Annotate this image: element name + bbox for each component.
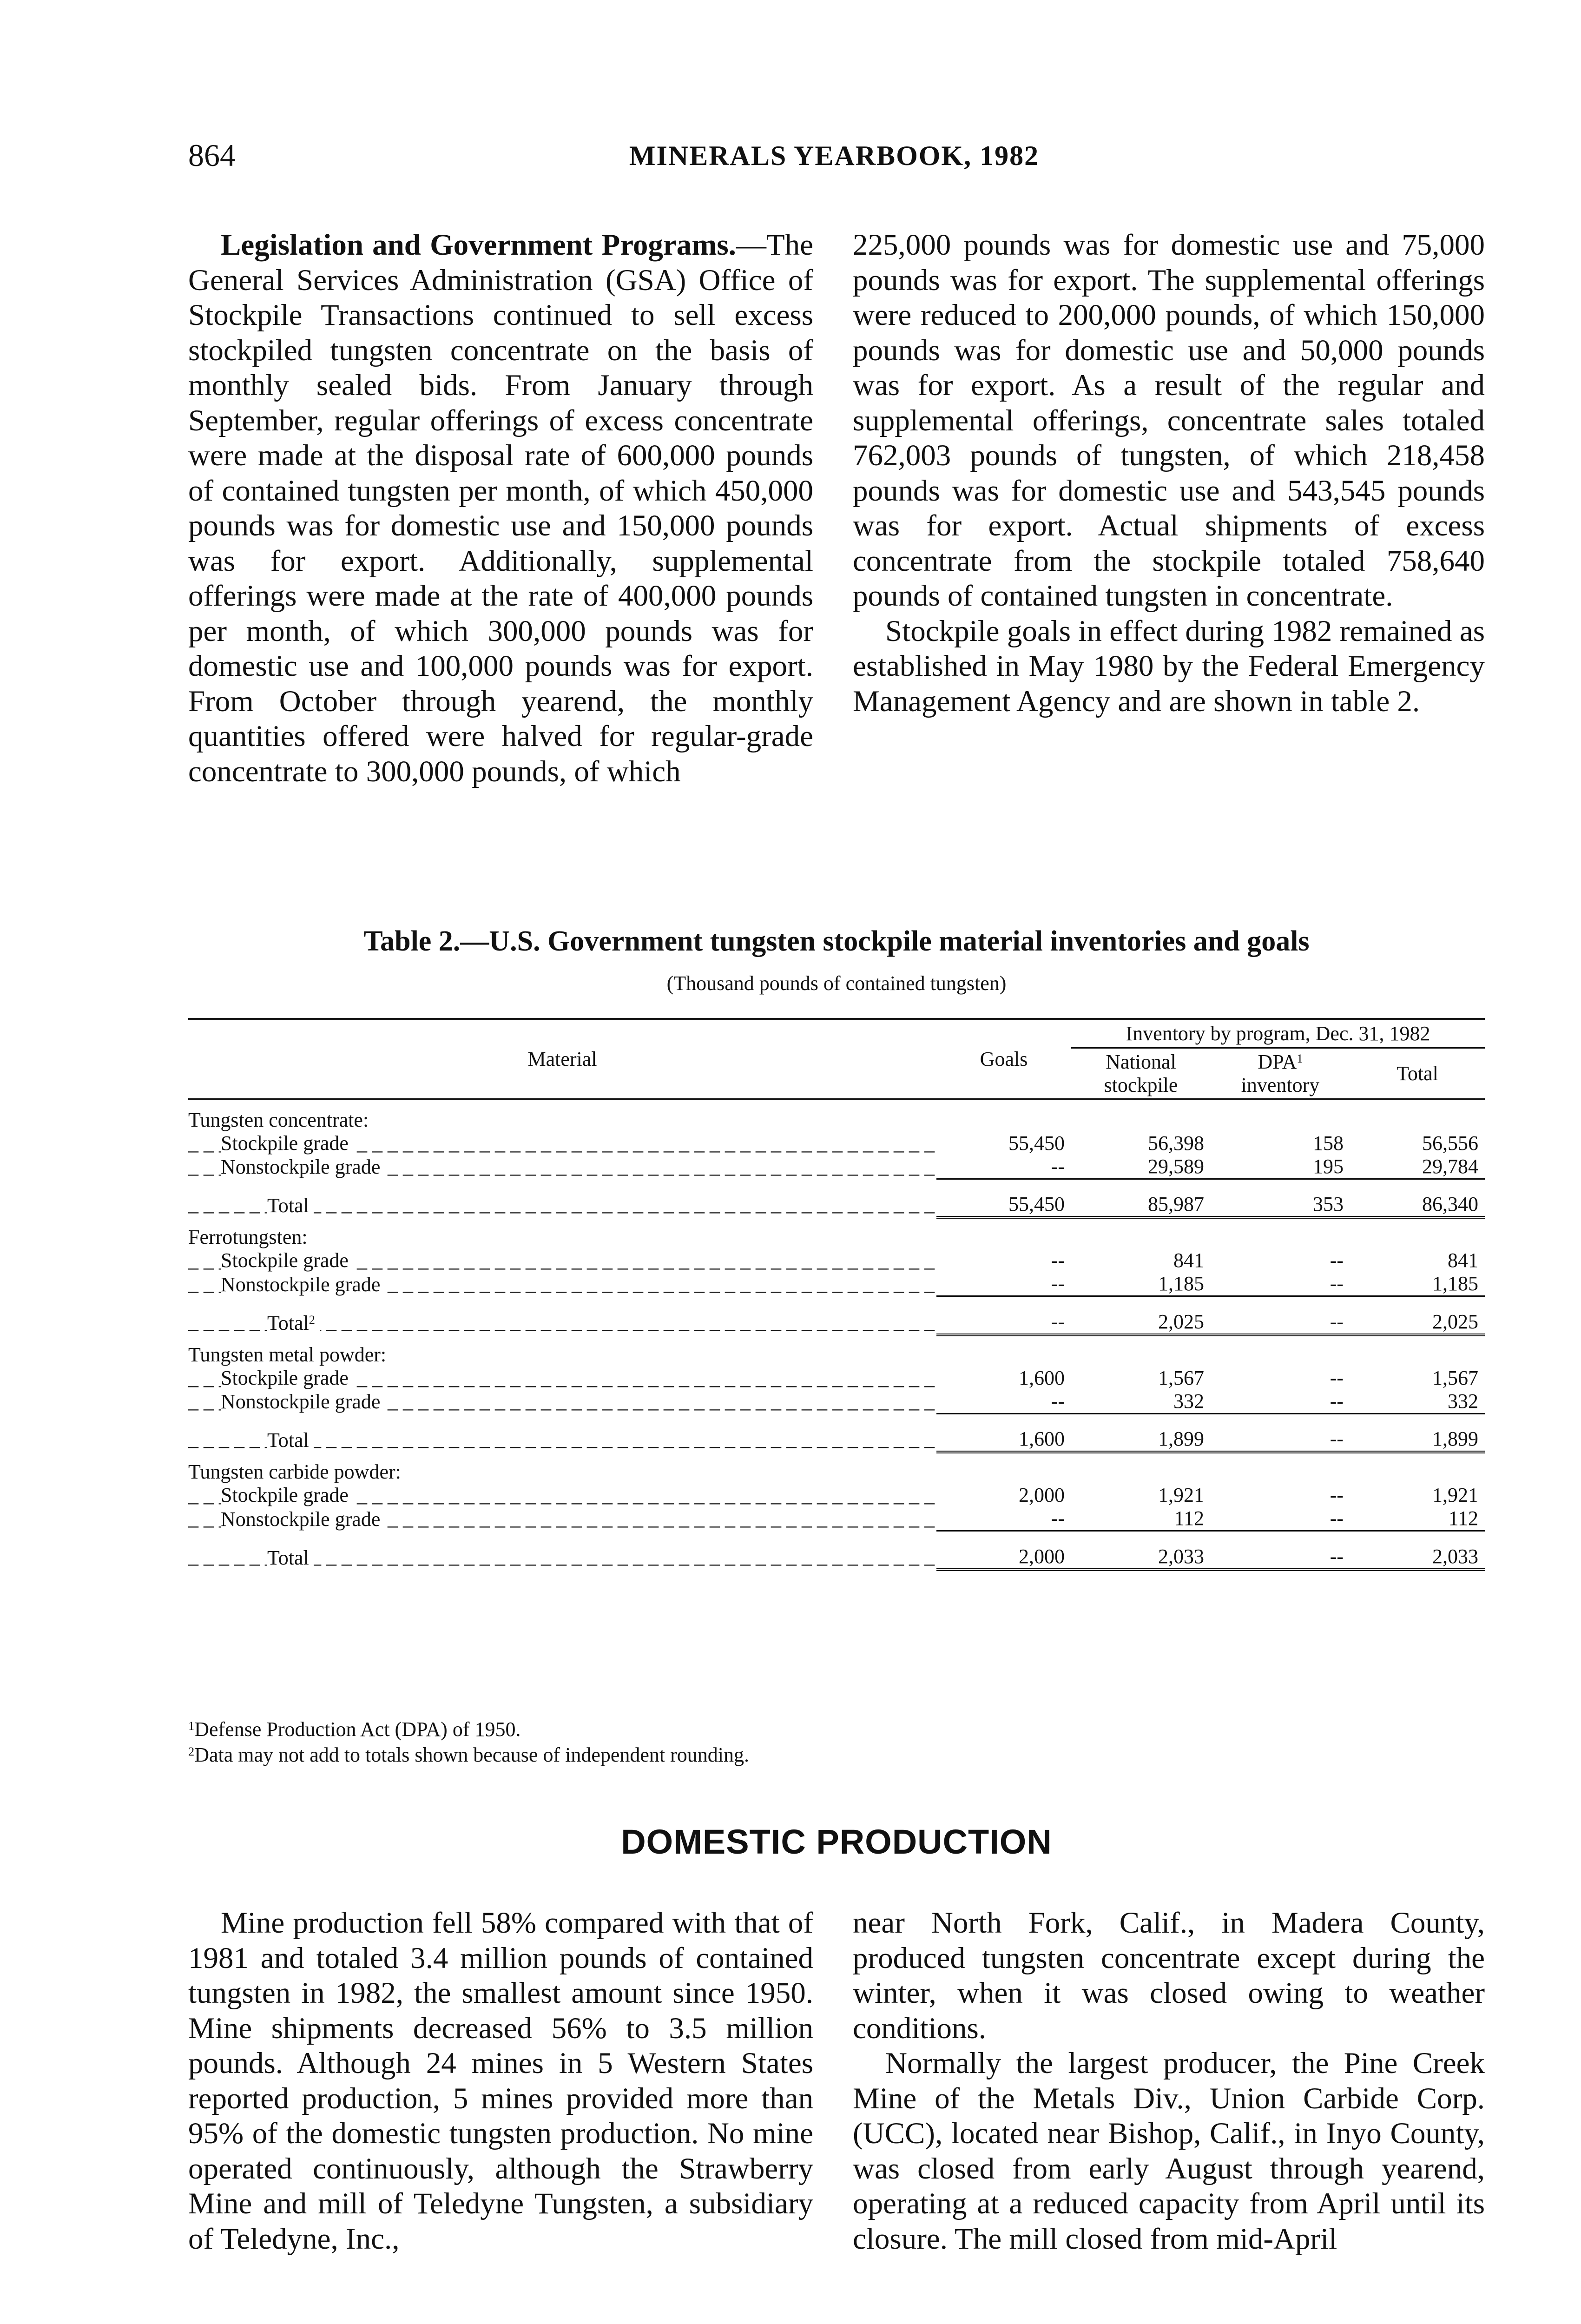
cell-total: 1,567 bbox=[1432, 1366, 1478, 1389]
table-subcaption: (Thousand pounds of contained tungsten) bbox=[666, 972, 1007, 995]
intro-right-column bbox=[853, 228, 1485, 719]
table-total-row bbox=[188, 1310, 1485, 1335]
footnote-2-text: Data may not add to totals shown because of independent rounding. bbox=[194, 1743, 750, 1766]
total-national: 2,033 bbox=[1071, 1545, 1211, 1570]
running-head bbox=[188, 137, 1480, 174]
cell-national: 841 bbox=[1173, 1249, 1204, 1272]
cell-total: 841 bbox=[1448, 1249, 1478, 1272]
total-national: 2,025 bbox=[1071, 1310, 1211, 1335]
header-dpa-label: DPA bbox=[1258, 1050, 1297, 1073]
cell-total: 56,556 bbox=[1422, 1131, 1478, 1155]
cell-total: 1,185 bbox=[1432, 1272, 1478, 1295]
domestic-left-column bbox=[188, 1906, 813, 2257]
cell-national: 332 bbox=[1173, 1389, 1204, 1413]
total-label: Total _ _ _ bbox=[188, 1545, 936, 1570]
row-label: Stockpile grade _ _ _ bbox=[188, 1484, 936, 1507]
header-material: Material bbox=[188, 1019, 936, 1099]
section-title: Tungsten concentrate: bbox=[188, 1108, 369, 1131]
cell-national: 1,185 bbox=[1158, 1272, 1204, 1295]
cell-total: 332 bbox=[1448, 1389, 1478, 1413]
cell-dpa: -- bbox=[1330, 1249, 1344, 1272]
header-total: Total bbox=[1350, 1048, 1485, 1099]
total-label: Total _ _ _ bbox=[188, 1427, 936, 1452]
section-title-row bbox=[188, 1460, 1485, 1484]
cell-dpa: -- bbox=[1330, 1389, 1344, 1413]
table-total-row bbox=[188, 1427, 1485, 1452]
cell-dpa: -- bbox=[1330, 1507, 1344, 1530]
row-label: Nonstockpile grade _ _ _ bbox=[188, 1390, 936, 1414]
table-row bbox=[188, 1272, 1485, 1296]
domestic-right-column bbox=[853, 1906, 1485, 2257]
row-label: Nonstockpile grade _ _ _ bbox=[188, 1272, 936, 1296]
intro-left-column bbox=[188, 228, 813, 789]
domestic-right-paragraph-2: Normally the largest producer, the Pine Creek Mine of the Metals Div., Union Carbide Corp. (UCC), located near Bishop, Calif., in Inyo County, was closed from early August through yearend, operating at a reduced capacity from April until its closure. The mill closed from mid-April bbox=[853, 2047, 1485, 2256]
cell-national: 112 bbox=[1174, 1507, 1204, 1530]
intro-paragraph bbox=[188, 228, 813, 789]
table-row bbox=[188, 1367, 1485, 1390]
header-dpa-mark: 1 bbox=[1297, 1051, 1303, 1065]
cell-national: 1,921 bbox=[1158, 1484, 1204, 1506]
cell-dpa: 195 bbox=[1313, 1155, 1344, 1178]
cell-goals: 55,450 bbox=[1008, 1131, 1065, 1155]
cell-goals: 2,000 bbox=[1019, 1484, 1065, 1506]
total-dpa: -- bbox=[1211, 1310, 1350, 1335]
header-goals: Goals bbox=[936, 1019, 1071, 1099]
cell-total: 29,784 bbox=[1422, 1155, 1478, 1178]
total-dpa: -- bbox=[1211, 1427, 1350, 1452]
footnote-1 bbox=[188, 1717, 520, 1742]
table-row bbox=[188, 1484, 1485, 1507]
table-row bbox=[188, 1507, 1485, 1531]
intro-heading: Legislation and Government Programs. bbox=[221, 228, 736, 262]
total-goals: 1,600 bbox=[936, 1427, 1071, 1452]
row-label: Stockpile grade _ _ _ bbox=[188, 1367, 936, 1390]
total-total: 2,033 bbox=[1350, 1545, 1485, 1570]
total-total: 86,340 bbox=[1350, 1193, 1485, 1217]
cell-goals: -- bbox=[1051, 1507, 1065, 1530]
total-dpa: 353 bbox=[1211, 1193, 1350, 1217]
cell-dpa: 158 bbox=[1313, 1131, 1344, 1155]
header-inventory-group: Inventory by program, Dec. 31, 1982 bbox=[1071, 1019, 1485, 1048]
row-label: Stockpile grade _ _ _ bbox=[188, 1132, 936, 1155]
total-goals: -- bbox=[936, 1310, 1071, 1335]
table-total-row bbox=[188, 1545, 1485, 1570]
intro-right-paragraph-2: Stockpile goals in effect during 1982 remained as established in May 1980 by the Federal Emergency Management Agency and are shown in table 2. bbox=[853, 614, 1485, 718]
domestic-production-heading: DOMESTIC PRODUCTION bbox=[621, 1822, 1052, 1861]
table-row bbox=[188, 1155, 1485, 1179]
cell-dpa: -- bbox=[1330, 1272, 1344, 1295]
cell-total: 112 bbox=[1448, 1507, 1478, 1530]
cell-goals: -- bbox=[1051, 1249, 1065, 1272]
stockpile-table bbox=[188, 1018, 1485, 1571]
intro-left-text: —The General Services Administration (GSA) Office of Stockpile Transactions continued to sell excess stockpiled tungsten concentrate on the basis of monthly sealed bids. From January through September, regular offerings of excess concentrate were made at the disposal rate of 600,000 pounds of contained tungsten per month, of which 450,000 pounds was for domestic use and 150,000 pounds was for export. Additionally, supplemental offerings were made at the rate of 400,000 pounds per month, of which 300,000 pounds was for domestic use and 100,000 pounds was for export. From October through yearend, the monthly quantities offered were halved for regular-grade concentrate to 300,000 pounds, of which bbox=[188, 228, 813, 788]
cell-goals: -- bbox=[1051, 1389, 1065, 1413]
table-row bbox=[188, 1132, 1485, 1155]
cell-national: 29,589 bbox=[1148, 1155, 1204, 1178]
page-number: 864 bbox=[188, 138, 236, 173]
section-title: Ferrotungsten: bbox=[188, 1226, 308, 1248]
total-total: 2,025 bbox=[1350, 1310, 1485, 1335]
cell-dpa: -- bbox=[1330, 1484, 1344, 1506]
total-national: 1,899 bbox=[1071, 1427, 1211, 1452]
table-body bbox=[188, 1099, 1485, 1570]
header-dpa-label-2: inventory bbox=[1241, 1073, 1320, 1096]
total-goals: 55,450 bbox=[936, 1193, 1071, 1217]
cell-goals: -- bbox=[1051, 1272, 1065, 1295]
domestic-left-paragraph: Mine production fell 58% compared with that of 1981 and totaled 3.4 million pounds of contained tungsten in 1982, the smallest amount since 1950. Mine shipments decreased 56% to 3.5 million pounds. Although 24 mines in 5 Western States reported production, 5 mines provided more than 95% of the domestic tungsten production. No mine operated continuously, although the Strawberry Mine and mill of Teledyne Tungsten, a subsidiary of Teledyne, Inc., bbox=[188, 1906, 813, 2256]
total-national: 85,987 bbox=[1071, 1193, 1211, 1217]
cell-national: 56,398 bbox=[1148, 1131, 1204, 1155]
section-heading bbox=[188, 1822, 1485, 1862]
footnote-1-mark: 1 bbox=[188, 1718, 195, 1733]
table-row bbox=[188, 1249, 1485, 1272]
cell-national: 1,567 bbox=[1158, 1366, 1204, 1389]
cell-goals: 1,600 bbox=[1019, 1366, 1065, 1389]
total-label: Total _ _ _ bbox=[188, 1193, 936, 1217]
running-title: MINERALS YEARBOOK, 1982 bbox=[629, 140, 1040, 171]
footnote-2-mark: 2 bbox=[188, 1744, 195, 1758]
footnote-1-text: Defense Production Act (DPA) of 1950. bbox=[194, 1718, 521, 1741]
domestic-right-paragraph-1: near North Fork, Calif., in Madera County, produced tungsten concentrate except during the winter, when it was closed owing to weather conditions. bbox=[853, 1906, 1485, 2045]
section-title-row bbox=[188, 1343, 1485, 1367]
table-caption: Table 2.—U.S. Government tungsten stockpile material inventories and goals bbox=[363, 925, 1310, 957]
section-title: Tungsten carbide powder: bbox=[188, 1460, 401, 1483]
footnote-2 bbox=[188, 1743, 749, 1767]
total-goals: 2,000 bbox=[936, 1545, 1071, 1570]
row-label: Stockpile grade _ _ _ bbox=[188, 1249, 936, 1272]
cell-dpa: -- bbox=[1330, 1366, 1344, 1389]
section-title: Tungsten metal powder: bbox=[188, 1343, 387, 1366]
section-title-row bbox=[188, 1109, 1485, 1132]
row-label: Nonstockpile grade _ _ _ bbox=[188, 1155, 936, 1179]
total-total: 1,899 bbox=[1350, 1427, 1485, 1452]
header-national: National stockpile bbox=[1071, 1048, 1211, 1099]
table-total-row bbox=[188, 1193, 1485, 1217]
section-title-row bbox=[188, 1226, 1485, 1249]
table-row bbox=[188, 1390, 1485, 1414]
cell-goals: -- bbox=[1051, 1155, 1065, 1178]
header-dpa bbox=[1211, 1048, 1350, 1099]
total-dpa: -- bbox=[1211, 1545, 1350, 1570]
intro-right-paragraph-1: 225,000 pounds was for domestic use and 75,000 pounds was for export. The supplemental offerings were reduced to 200,000 pounds, of which 150,000 pounds was for domestic use and 50,000 pounds was for export. As a result of the regular and supplemental offerings, concentrate sales totaled 762,003 pounds of tungsten, of which 218,458 pounds was for domestic use and 543,545 pounds was for export. Actual shipments of excess concentrate from the stockpile totaled 758,640 pounds of contained tungsten in concentrate. bbox=[853, 228, 1485, 613]
total-label: Total$^2$ _ _ _ bbox=[188, 1310, 936, 1335]
cell-total: 1,921 bbox=[1432, 1484, 1478, 1506]
row-label: Nonstockpile grade _ _ _ bbox=[188, 1507, 936, 1531]
